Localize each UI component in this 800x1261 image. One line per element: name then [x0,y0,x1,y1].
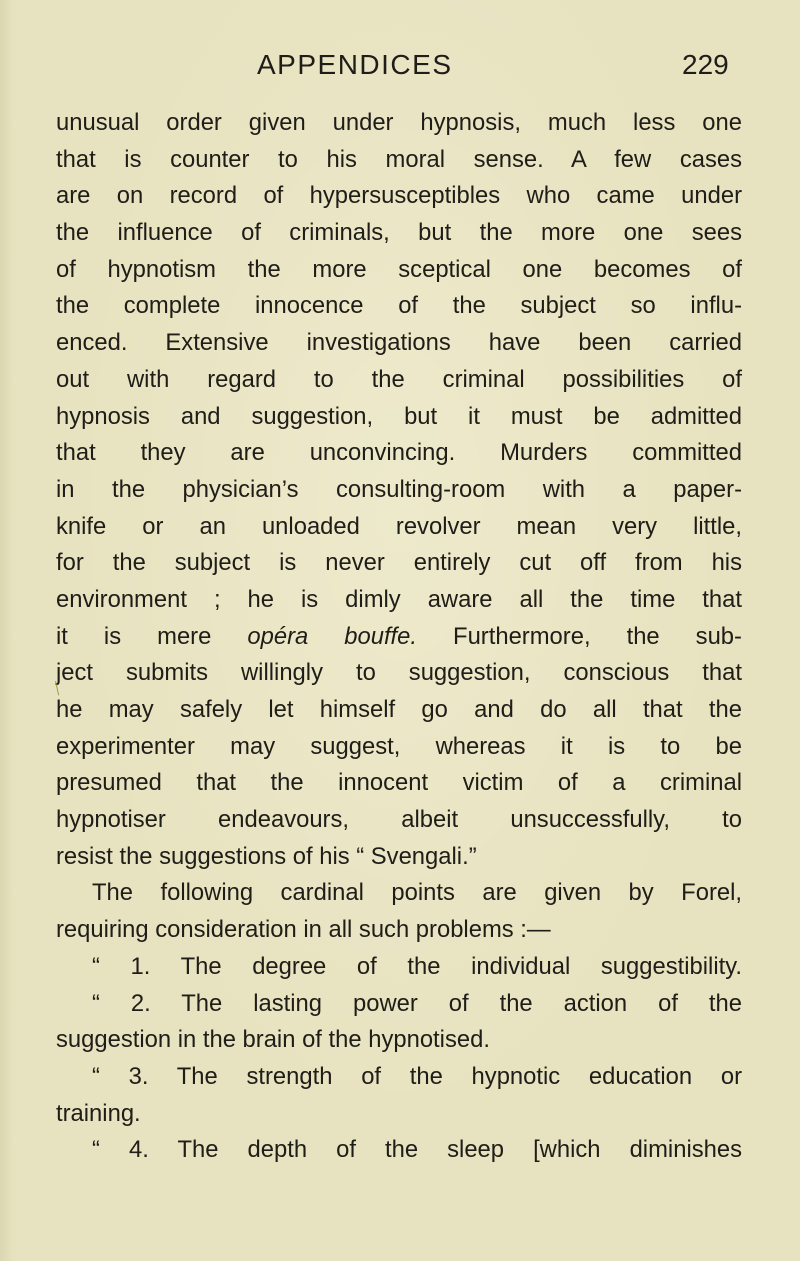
text-line: requiring consideration in all such problems :— [56,916,551,944]
text-line: The following cardinal points are given by Forel, [92,879,742,907]
text-line: presumed that the innocent victim of a criminal [56,769,742,797]
text-line: suggestion in the brain of the hypnotised. [56,1026,490,1054]
text-line: knife or an unloaded revolver mean very little, [56,512,742,540]
text-line: he may safely let himself go and do all that the [56,696,742,723]
text-line: the influence of criminals, but the more one sees [56,219,742,247]
text-line-with-italic [56,619,742,656]
text-line: “ 4. The depth of the sleep [which diminishes [92,1136,742,1164]
body-text [56,105,742,1169]
running-head: APPENDICES [257,49,453,80]
text-line: of hypnotism the more sceptical one becomes of [56,255,742,283]
text-line: “ 2. The lasting power of the action of the [92,989,742,1017]
text-line: are on record of hypersusceptibles who came under [56,182,742,210]
text-line: that is counter to his moral sense. A few cases [56,145,742,173]
page-number: 229 [682,49,729,80]
italic-phrase: opéra bouffe. [247,622,418,650]
text-line: resist the suggestions of his “ Svengali.” [56,842,477,870]
text-line: environment ; he is dimly aware all the time that [56,585,742,613]
text-line: hypnosis and suggestion, but it must be admitted [56,402,742,430]
text-line: ject submits willingly to suggestion, conscious that [56,659,742,687]
text-segment: Furthermore, the sub- [453,622,742,650]
text-line: “ 1. The degree of the individual suggestibility. [92,952,742,980]
text-segment: it is mere [56,622,212,650]
text-line: that they are unconvincing. Murders committed [56,439,742,467]
text-line: training. [56,1099,141,1127]
text-line: “ 3. The strength of the hypnotic education or [92,1062,742,1090]
pencil-mark-icon: ╱ [51,682,65,696]
text-line: experimenter may suggest, whereas it is to be [56,732,742,760]
text-line: the complete innocence of the subject so influ- [56,292,742,320]
text-line: enced. Extensive investigations have been carried [56,329,742,357]
text-line: hypnotiser endeavours, albeit unsuccessfully, to [56,806,742,834]
text-line: unusual order given under hypnosis, much less one [56,109,742,136]
page-header [0,46,800,96]
text-line: in the physician’s consulting-room with a paper- [56,475,742,503]
text-line: for the subject is never entirely cut off from his [56,549,742,577]
text-line: out with regard to the criminal possibilities of [56,365,742,393]
